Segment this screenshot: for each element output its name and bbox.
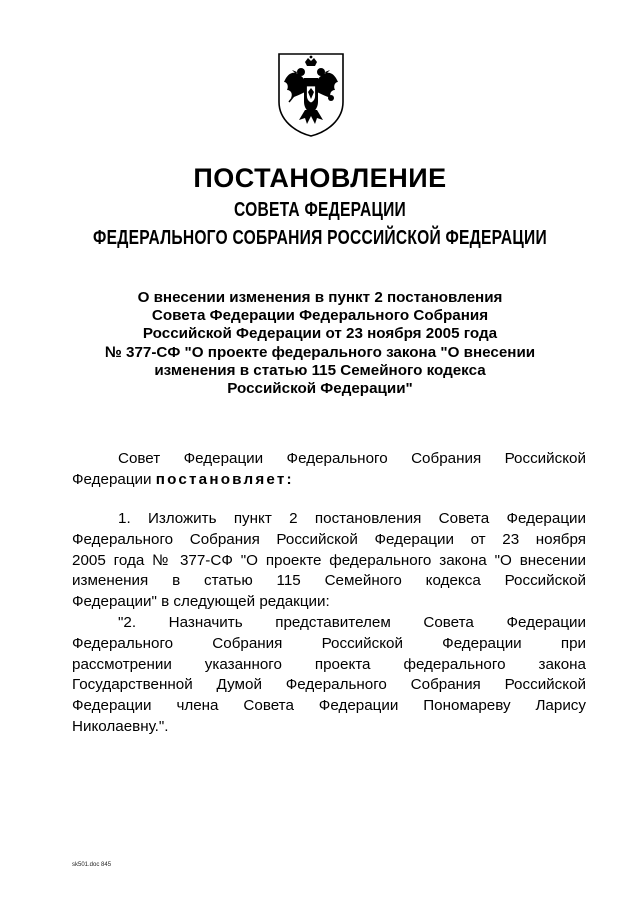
item-2-line: Федерального Собрания Российской Федерации при (72, 634, 586, 652)
preamble-line: Совет Федерации Федерального Собрания Российской (118, 450, 586, 467)
item-2-line: рассмотрении указанного проекта федерального закона (72, 655, 586, 673)
item-1-line: 1. Изложить пункт 2 постановления Совета Федерации (118, 510, 586, 527)
item-2-line: "2. Назначить представителем Совета Федерации (118, 614, 586, 631)
document-title: ПОСТАНОВЛЕНИЕ (193, 163, 447, 193)
preamble-prefix: Федерации (72, 470, 156, 488)
item-2-paragraph (72, 613, 586, 738)
resolves-word: постановляет: (155, 470, 294, 488)
item-1-line: изменения в статью 115 Семейного кодекса Российской (72, 572, 586, 590)
item-1-line: 2005 года № 377-СФ "О проекте федерального закона "О внесении (72, 551, 586, 569)
item-1-line: Федерального Собрания Российской Федерации от 23 ноября (72, 530, 586, 548)
item-1-paragraph (72, 509, 586, 613)
subject-line: изменения в статью 115 Семейного кодекса (154, 361, 486, 379)
item-1-line: Федерации" в следующей редакции: (72, 593, 330, 611)
item-2-line: Федерации члена Совета Федерации Пономареву Ларису (72, 697, 586, 715)
document-subtitle-council: СОВЕТА ФЕДЕРАЦИИ (234, 199, 406, 221)
preamble-paragraph (72, 449, 586, 491)
resolution-subject (80, 289, 560, 398)
preamble-line (72, 470, 586, 491)
subject-line: Российской Федерации" (227, 380, 413, 398)
document-subtitle-assembly: ФЕДЕРАЛЬНОГО СОБРАНИЯ РОССИЙСКОЙ ФЕДЕРАЦИИ (93, 227, 547, 249)
item-2-line: Государственной Думой Федерального Собрания Российской (72, 676, 586, 694)
coat-of-arms-emblem (275, 52, 347, 138)
item-2-line: Николаевну.". (72, 717, 169, 735)
file-reference: sk501.doc 845 (72, 862, 112, 868)
subject-line: Российской Федерации от 23 ноября 2005 года (142, 325, 498, 343)
subject-line: Совета Федерации Федерального Собрания (151, 307, 489, 325)
subject-line: № 377-СФ "О проекте федерального закона "О внесении (104, 343, 536, 361)
subject-line: О внесении изменения в пункт 2 постановления (137, 289, 503, 306)
